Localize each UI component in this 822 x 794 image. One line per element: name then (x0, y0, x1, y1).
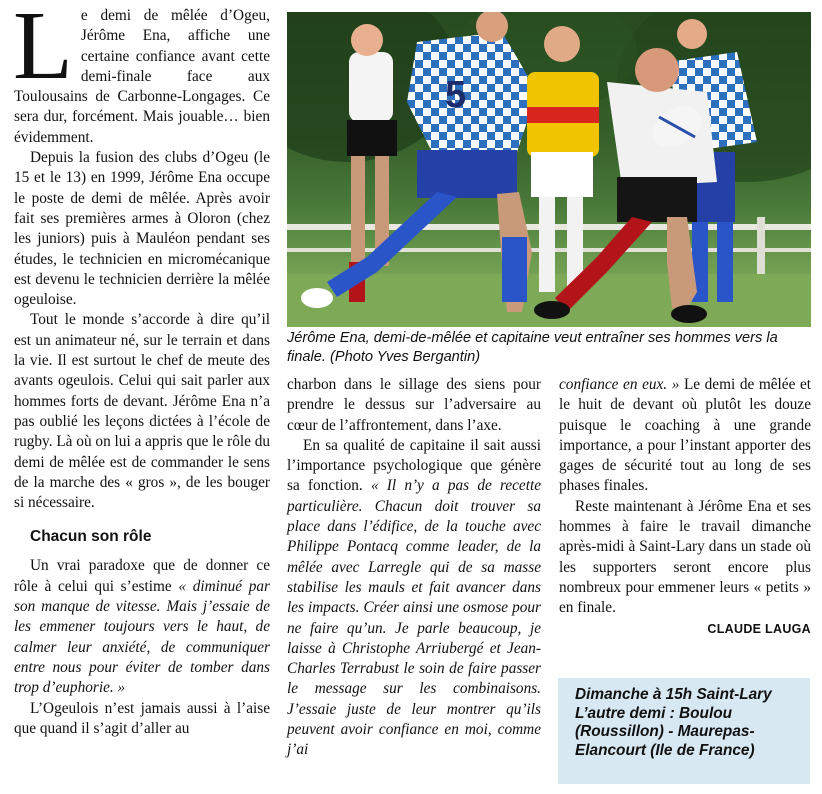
subheading: Chacun son rôle (30, 528, 152, 546)
paragraph-captain (287, 436, 541, 761)
article-column-1 (13, 0, 271, 739)
paragraph-career: Depuis la fusion des clubs d’Ogeu (le 15 et le 13) en 1999, Jérôme Ena occupe le poste de demi de mêlée. Après avoir fait ses premières armes à Oloron (chez les juniors) puis à Mauléon pendant ses études, le technicien en micromécanique est devenu le technicien derrière la mêlée ogeuloise. (14, 149, 270, 309)
paragraph-intro: e demi de mêlée d’Ogeu, Jérôme Ena, affiche une certaine confiance avant cette demi-finale face aux Toulousains de Carbonne-Longages. Ce sera dur, forcément. Mais jouable… bien évidemment. (14, 7, 270, 146)
match-info-box (558, 678, 810, 784)
confidence-text: Le demi de mêlée et le huit de devant où plutôt les douze puisque le coaching à une grande importance, a pour l’instant apporter des gages de sécurité tout au long de ses phases finales. (559, 376, 811, 495)
rugby-players-illustration (287, 12, 811, 327)
rugby-photo (287, 12, 811, 327)
paragraph-leader: Tout le monde s’accorde à dire qu’il est un animateur né, sur le terrain et dans la vie. Il est surtout le chef de meute des avants ogeulois. Celui qui sait parler aux hommes forts de devant. Jérôme Ena n’a pas oublié les leçons dictées à l’école de rugby. Là où on lui a appris que le rôle du demi de mêlée est de commander le sens de la marche des « gros », de les bouger si nécessaire. (14, 311, 271, 512)
article-column-2 (287, 375, 541, 761)
captain-text: En sa qualité de capitaine il sait aussi l’importance psychologique que génère sa fonction. (287, 436, 541, 495)
drop-cap: L (13, 0, 73, 100)
paradox-text: Un vrai paradoxe que de donner ce rôle à celui qui s’estime (14, 557, 270, 595)
author-signature: CLAUDE LAUGA (707, 621, 811, 636)
captain-quote: « Il n’y a pas de recette particulière. Chacun doit trouver sa place dans l’édifice, de la touche avec Philippe Pontacq comme leader, de la mêlée avec Larregle qui de sa masse stabilise les mauls et fait avancer dans les impacts. Créer ainsi une osmose pour ne faire qu’un. Je parle beaucoup, je laisse à Christophe Arriubergé et Jean-Charles Terrabust le soin de faire passer le message sur les combinaisons. J’essaie juste de leur montrer qu’ils peuvent avoir confiance en moi, comme j’ai (287, 477, 541, 759)
article-column-3 (559, 375, 811, 638)
paragraph-ogeulois: L’Ogeulois n’est jamais aussi à l’aise que quand il s’agit d’aller au (14, 699, 270, 737)
other-semifinal: L’autre demi : Boulou (Roussillon) - Maurepas-Elancourt (Ile de France) (575, 704, 755, 759)
photo-caption: Jérôme Ena, demi-de-mêlée et capitaine veut entraîner ses hommes vers la finale. (Photo Yves Bergantin) (287, 330, 778, 365)
paragraph-charbon: charbon dans le sillage des siens pour prendre le dessus sur l’adversaire au cœur de l’affrontement, dans l’axe. (287, 376, 541, 434)
confidence-quote: confiance en eux. » (559, 376, 680, 393)
paragraph-paradox (14, 556, 270, 698)
paragraph-confidence (559, 375, 811, 497)
paragraph-saint-lary: Reste maintenant à Jérôme Ena et ses hommes à faire le travail dimanche après-midi à Saint-Lary dans un stade où les supporters seront encore plus nombreux pour emmener leurs « petits » en finale. (559, 497, 811, 617)
svg-text:5: 5 (445, 74, 467, 116)
paradox-quote: « diminué par son manque de vitesse. Mais j’essaie de les emmener toujours vers le haut, de calmer leur anxiété, de communiquer entre nous pour éviter de tomber dans trop d’euphorie. » (14, 577, 270, 697)
match-schedule: Dimanche à 15h Saint-Lary (575, 686, 772, 703)
